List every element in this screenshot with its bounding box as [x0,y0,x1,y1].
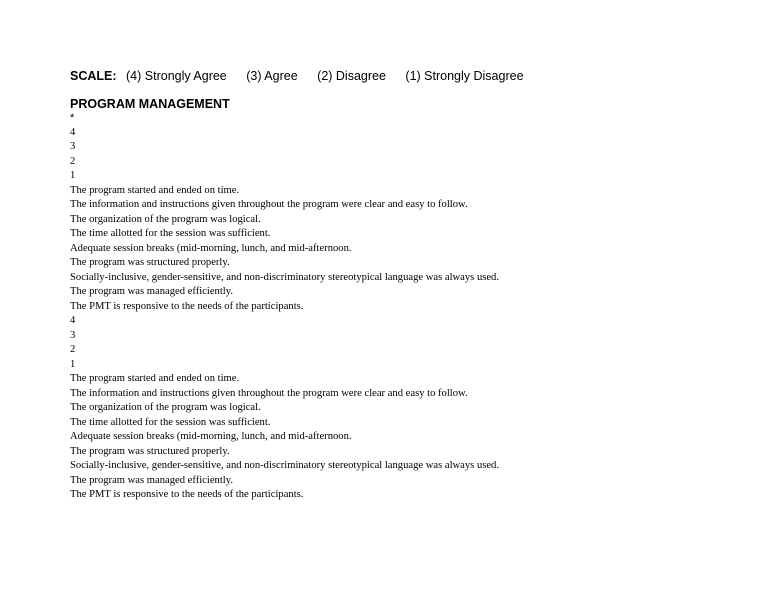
statement-item: The PMT is responsive to the needs of the participants. [70,300,304,312]
statement-item: The program was structured properly. [70,445,230,457]
scale-option-strongly-agree: (4) Strongly Agree [126,69,227,83]
required-marker: * [70,112,75,124]
rating-value-3: 3 [70,141,76,152]
statement-item: Socially-inclusive, gender-sensitive, and non-discriminatory stereotypical language was always used. [70,460,500,471]
rating-value-1: 1 [70,170,76,181]
section-content [70,111,499,503]
statement-item: The organization of the program was logical. [70,402,261,413]
rating-value-4: 4 [70,126,76,138]
section-title: PROGRAM MANAGEMENT [70,97,230,111]
statement-item: The program was structured properly. [70,257,230,268]
statements-block-1 [70,184,499,315]
statement-item: The program started and ended on time. [70,373,240,384]
statement-item: The information and instructions given throughout the program were clear and easy to follow. [70,387,468,399]
statement-item: The time allotted for the session was sufficient. [70,416,271,428]
ratings-block-2 [70,314,499,372]
scale-option-agree: (3) Agree [246,69,298,83]
ratings-block-1 [70,126,499,184]
statement-item: Socially-inclusive, gender-sensitive, and non-discriminatory stereotypical language was always used. [70,271,500,283]
rating-value-2: 2 [70,155,76,167]
statement-item: Adequate session breaks (mid-morning, lunch, and mid-afternoon. [70,242,352,254]
rating-scale-legend [70,68,540,84]
rating-value-1: 1 [70,358,76,370]
rating-value-4: 4 [70,315,76,326]
rating-value-2: 2 [70,344,76,355]
statement-item: The program was managed efficiently. [70,286,233,297]
statement-item: Adequate session breaks (mid-morning, lunch, and mid-afternoon. [70,431,352,442]
statement-item: The organization of the program was logical. [70,213,261,225]
statements-block-2 [70,372,499,503]
rating-value-3: 3 [70,329,76,341]
statement-item: The PMT is responsive to the needs of the participants. [70,489,304,500]
statement-item: The information and instructions given throughout the program were clear and easy to follow. [70,199,468,210]
scale-option-strongly-disagree: (1) Strongly Disagree [405,69,524,83]
statement-item: The time allotted for the session was sufficient. [70,228,271,239]
scale-option-disagree: (2) Disagree [317,69,386,83]
statement-item: The program was managed efficiently. [70,474,233,486]
statement-item: The program started and ended on time. [70,184,240,196]
scale-label: SCALE: [70,69,117,83]
